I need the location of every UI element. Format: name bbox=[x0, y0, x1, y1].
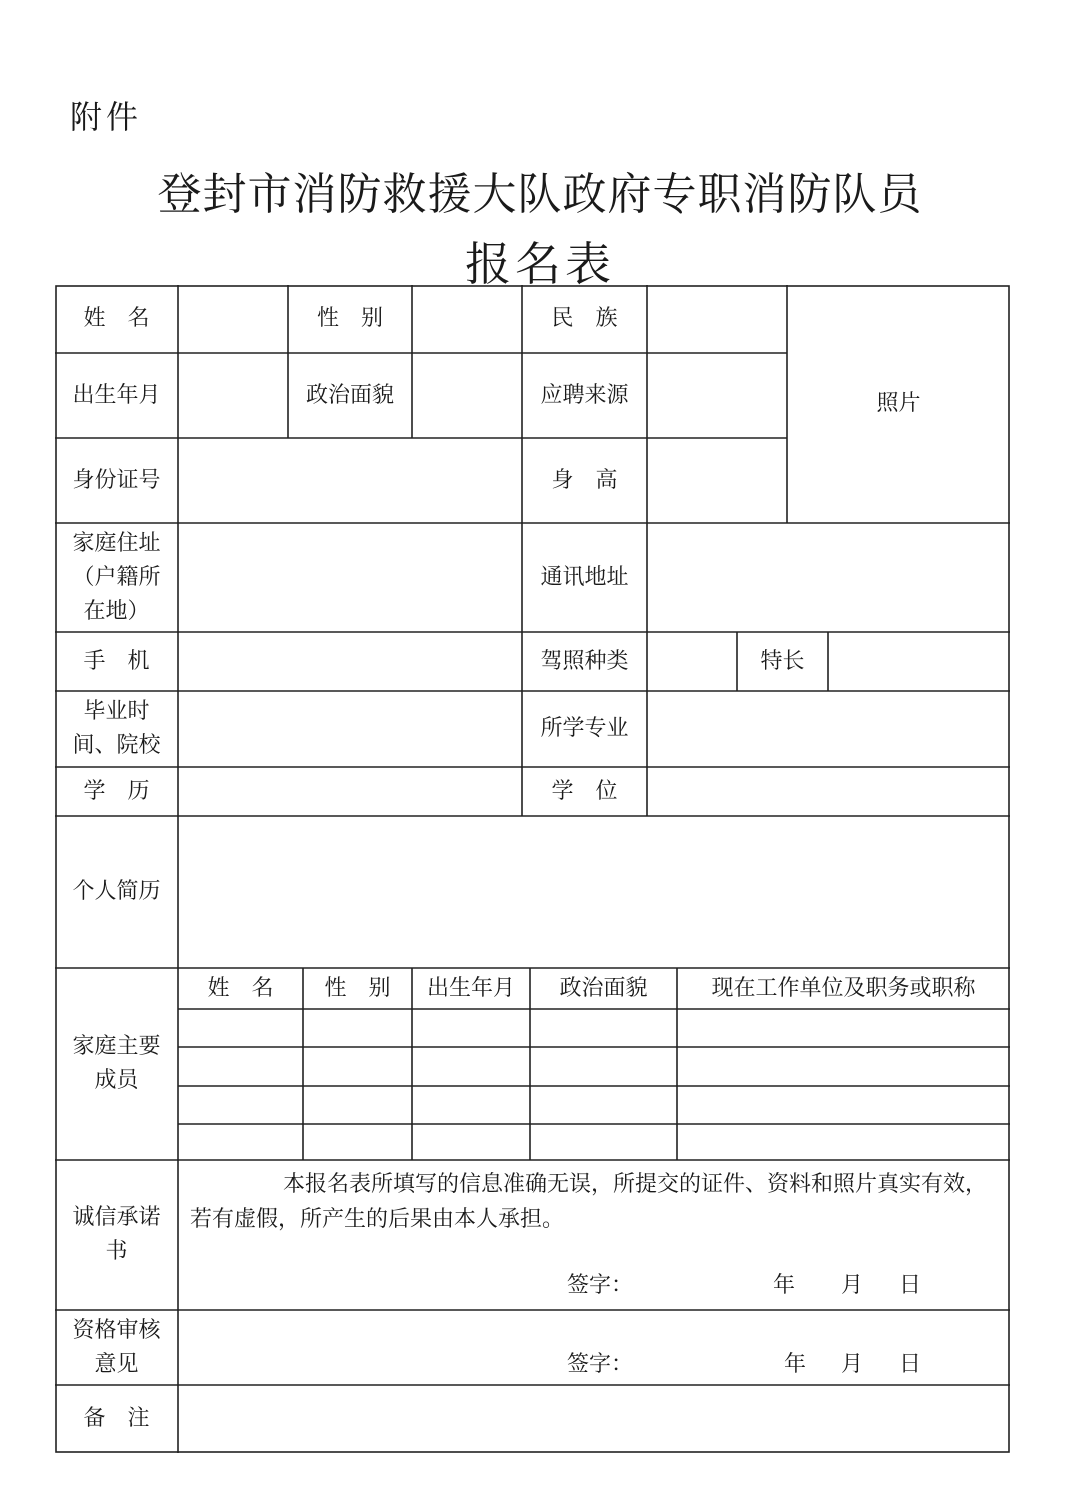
education-input[interactable] bbox=[178, 767, 522, 816]
label-family bbox=[55, 968, 178, 1160]
ethnicity-input[interactable] bbox=[647, 285, 787, 353]
pledge-date-day: 日 bbox=[899, 1273, 922, 1298]
label-name: 姓 名 bbox=[83, 306, 150, 331]
specialty-input[interactable] bbox=[828, 632, 1010, 691]
label-birth: 出生年月 bbox=[72, 382, 161, 408]
label-mobile: 手 机 bbox=[83, 648, 150, 674]
pledge-text-line1: 本报名表所填写的信息准确无误，所提交的证件、资料和照片真实有效， bbox=[283, 1172, 988, 1197]
label-gender: 性 别 bbox=[316, 306, 383, 331]
family-header-employer: 现在工作单位及职务或职称 bbox=[711, 975, 976, 1001]
name-input[interactable] bbox=[178, 285, 288, 353]
family-header-gender: 性 别 bbox=[324, 975, 391, 1001]
label-pledge-line1: 诚信承诺 bbox=[72, 1205, 161, 1230]
family-row[interactable] bbox=[178, 1047, 1010, 1086]
review-date-year: 年 bbox=[784, 1352, 807, 1377]
review-signature-field[interactable] bbox=[630, 1343, 780, 1381]
label-resume: 个人简历 bbox=[72, 879, 161, 904]
attachment-label: 附件 bbox=[70, 98, 143, 136]
label-graduation bbox=[55, 691, 178, 767]
label-family-line2: 成员 bbox=[94, 1068, 139, 1093]
label-pledge-line2: 书 bbox=[105, 1239, 128, 1264]
political-input[interactable] bbox=[412, 353, 522, 438]
registration-form bbox=[55, 285, 1010, 1453]
label-education: 学 历 bbox=[83, 778, 150, 804]
label-ethnicity: 民 族 bbox=[551, 306, 618, 331]
label-review bbox=[55, 1310, 178, 1385]
label-family-line1: 家庭主要 bbox=[72, 1034, 161, 1059]
family-header-name: 姓 名 bbox=[207, 975, 274, 1001]
family-row[interactable] bbox=[178, 1086, 1010, 1124]
label-review-line2: 意见 bbox=[94, 1351, 139, 1377]
label-source: 应聘来源 bbox=[540, 382, 629, 408]
review-date-day: 日 bbox=[899, 1352, 922, 1377]
label-mail-address: 通讯地址 bbox=[540, 564, 629, 590]
pledge-signature-field[interactable] bbox=[630, 1265, 770, 1305]
label-review-line1: 资格审核 bbox=[72, 1317, 161, 1343]
family-header-birth: 出生年月 bbox=[426, 975, 515, 1001]
id-number-input[interactable] bbox=[178, 438, 522, 523]
pledge-sign-label: 签字： bbox=[567, 1273, 634, 1298]
major-input[interactable] bbox=[647, 691, 1010, 767]
form-subtitle: 报名表 bbox=[465, 237, 615, 291]
mobile-input[interactable] bbox=[178, 632, 522, 691]
label-home-address bbox=[55, 523, 178, 632]
label-home-address-line3: 在地） bbox=[83, 598, 150, 624]
graduation-input[interactable] bbox=[178, 691, 522, 767]
family-header-political: 政治面貌 bbox=[559, 975, 648, 1001]
height-input[interactable] bbox=[647, 438, 787, 523]
label-remarks: 备 注 bbox=[83, 1406, 150, 1431]
pledge-text-line2: 若有虚假，所产生的后果由本人承担。 bbox=[190, 1207, 565, 1232]
home-address-input[interactable] bbox=[178, 523, 522, 632]
label-home-address-line2: （户籍所 bbox=[72, 564, 161, 590]
label-graduation-line1: 毕业时 bbox=[83, 699, 150, 724]
mail-address-input[interactable] bbox=[647, 523, 1010, 632]
label-id-number: 身份证号 bbox=[72, 467, 161, 493]
label-specialty: 特长 bbox=[760, 648, 805, 674]
photo-box[interactable]: 照片 bbox=[876, 391, 921, 416]
degree-input[interactable] bbox=[647, 767, 1010, 816]
label-home-address-line1: 家庭住址 bbox=[72, 530, 161, 556]
review-date-month: 月 bbox=[841, 1352, 864, 1377]
birth-input[interactable] bbox=[178, 353, 288, 438]
pledge-date-year: 年 bbox=[773, 1273, 796, 1298]
label-license: 驾照种类 bbox=[540, 648, 629, 674]
gender-input[interactable] bbox=[412, 285, 522, 353]
label-major: 所学专业 bbox=[540, 716, 629, 741]
label-degree: 学 位 bbox=[551, 778, 618, 804]
family-row[interactable] bbox=[178, 1124, 1010, 1160]
label-political: 政治面貌 bbox=[305, 382, 394, 408]
label-pledge bbox=[55, 1160, 178, 1310]
label-graduation-line2: 间、院校 bbox=[72, 733, 161, 758]
license-input[interactable] bbox=[647, 632, 737, 691]
resume-input[interactable] bbox=[178, 816, 1010, 968]
remarks-input[interactable] bbox=[178, 1385, 1010, 1453]
review-sign-label: 签字： bbox=[567, 1352, 634, 1377]
source-input[interactable] bbox=[647, 353, 787, 438]
family-row[interactable] bbox=[178, 1009, 1010, 1047]
form-title: 登封市消防救援大队政府专职消防队员 bbox=[157, 169, 923, 220]
label-height: 身 高 bbox=[551, 467, 618, 493]
pledge-date-month: 月 bbox=[841, 1273, 864, 1298]
review-opinion-input[interactable] bbox=[178, 1310, 558, 1385]
